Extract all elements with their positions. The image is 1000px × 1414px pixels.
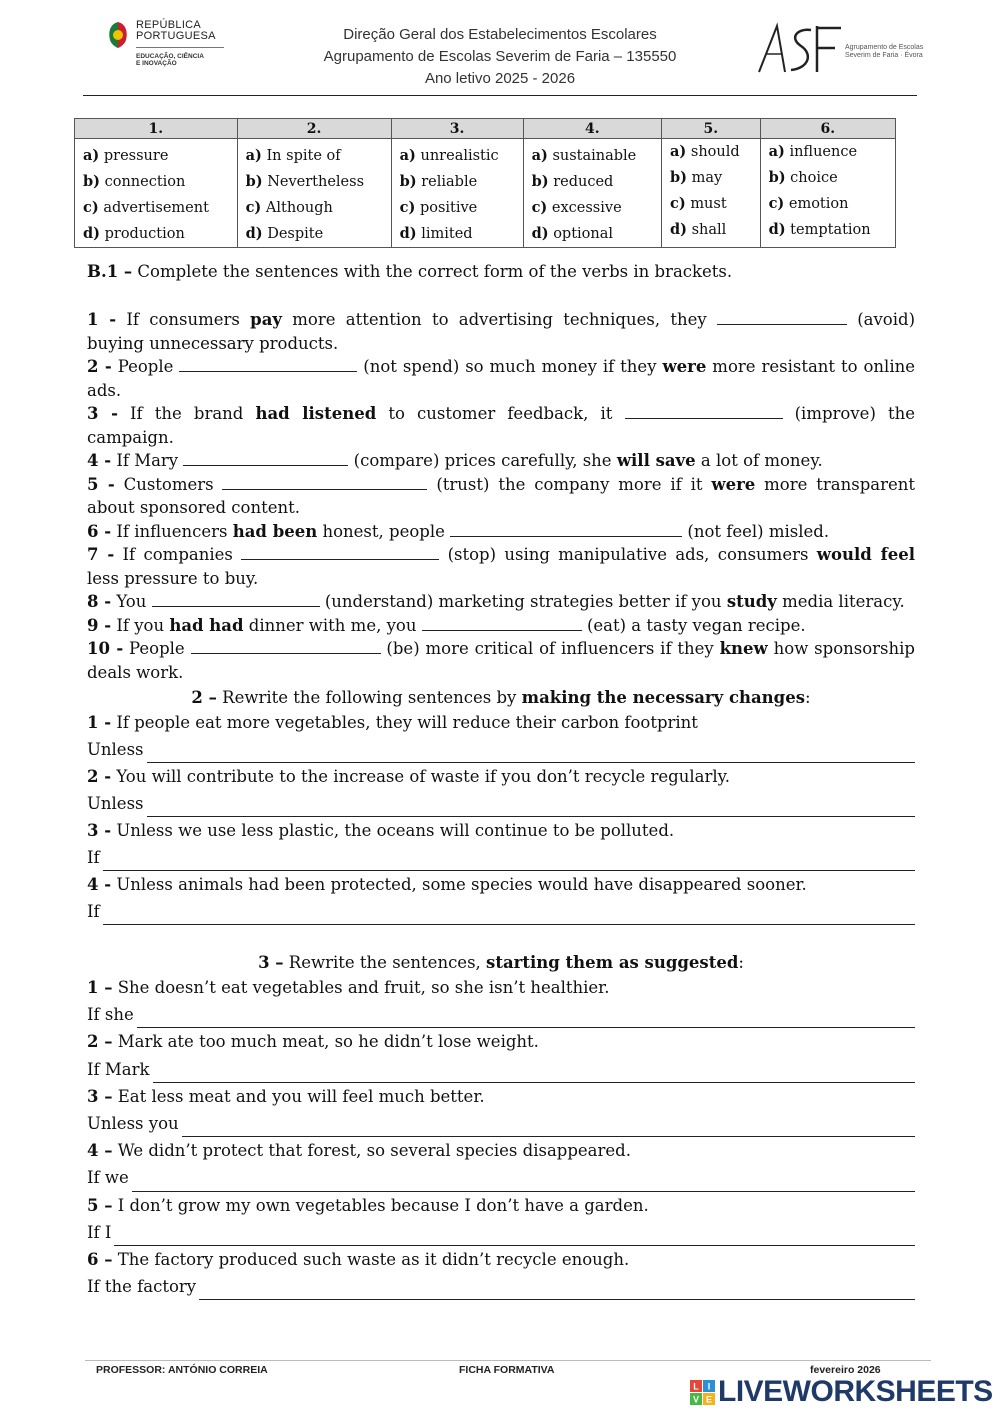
s3-answer-line[interactable]: Unless you (87, 1110, 915, 1137)
b1-item: 2 - People (not spend) so much money if they were more resistant to online ads. (87, 357, 916, 400)
option-item: a) sustainable (531, 147, 637, 164)
s3-answer-line[interactable]: If I (87, 1219, 915, 1246)
answer-blank[interactable] (179, 357, 357, 372)
option-item: b) reduced (531, 173, 614, 190)
s2-answer-line[interactable]: Unless (87, 736, 915, 763)
rp-subtitle: EDUCAÇÃO, CIÊNCIA E INOVAÇÃO (136, 53, 204, 67)
s2-items (87, 709, 915, 925)
svg-text:L: L (693, 1381, 699, 1392)
header-line-1: Direção Geral dos Estabelecimentos Escolares (343, 26, 657, 43)
svg-text:ASF: ASF (755, 22, 758, 23)
footer-doc-type: FICHA FORMATIVA (459, 1364, 555, 1376)
b1-items (87, 308, 915, 684)
option-item: c) positive (399, 199, 478, 216)
s3-items (87, 974, 915, 1300)
portugal-emblem-icon (106, 20, 130, 50)
option-item: d) Despite (245, 225, 324, 242)
options-column (391, 139, 523, 248)
b1-item: 1 - If consumers pay more attention to advertising techniques, they (avoid) buying unnecessary products. (87, 310, 916, 353)
options-column-header: 3. (391, 119, 523, 139)
b1-item: 10 - People (be) more critical of influencers if they knew how sponsorship deals work. (87, 639, 915, 682)
option-item: c) advertisement (83, 199, 209, 216)
s2-item: 1 - If people eat more vegetables, they will reduce their carbon footprint (87, 713, 698, 732)
option-item: c) must (670, 195, 727, 212)
svg-text:V: V (692, 1394, 700, 1405)
s2-item: 3 - Unless we use less plastic, the oceans will continue to be polluted. (87, 821, 675, 840)
s2-answer-line[interactable]: If (87, 844, 915, 871)
option-item: b) Nevertheless (245, 173, 365, 190)
options-column (75, 139, 238, 248)
options-column (523, 139, 661, 248)
options-column (760, 139, 895, 248)
republica-portuguesa-logo (106, 20, 226, 76)
options-column-header: 6. (760, 119, 895, 139)
b1-item: 4 - If Mary (compare) prices carefully, she will save a lot of money. (87, 451, 823, 470)
options-column (662, 139, 761, 248)
answer-blank[interactable] (241, 545, 439, 560)
answer-blank[interactable] (222, 475, 427, 490)
options-table (74, 118, 896, 248)
option-item: a) pressure (83, 147, 169, 164)
b1-item: 7 - If companies (stop) using manipulative ads, consumers would feel less pressure to buy. (87, 545, 915, 588)
s3-item: 3 – Eat less meat and you will feel much better. (87, 1086, 485, 1106)
s3-answer-line[interactable]: If we (87, 1164, 915, 1191)
option-item: a) unrealistic (399, 147, 499, 164)
answer-blank[interactable] (152, 592, 320, 607)
option-item: b) connection (83, 173, 186, 190)
s2-item: 2 - You will contribute to the increase of waste if you don’t recycle regularly. (87, 767, 730, 786)
s2-item: 4 - Unless animals had been protected, some species would have disappeared sooner. (87, 875, 807, 894)
answer-blank[interactable] (183, 451, 348, 466)
option-item: d) production (83, 225, 185, 242)
s2-answer-line[interactable]: Unless (87, 790, 915, 817)
b1-item: 6 - If influencers had been honest, people (not feel) misled. (87, 521, 830, 541)
asf-logo (755, 22, 925, 78)
option-item: c) Although (245, 199, 333, 216)
answer-blank[interactable] (717, 310, 847, 325)
s3-answer-line[interactable]: If Mark (87, 1056, 915, 1083)
s3-instruction: 3 – Rewrite the sentences, starting them as suggested: (258, 953, 744, 972)
liveworksheets-logo[interactable] (690, 1375, 993, 1409)
options-column-header: 5. (662, 119, 761, 139)
b1-instruction: B.1 – Complete the sentences with the correct form of the verbs in brackets. (87, 262, 733, 281)
svg-text:E: E (705, 1394, 713, 1405)
option-item: d) shall (670, 221, 727, 238)
answer-blank[interactable] (191, 639, 381, 654)
option-item: b) may (670, 169, 723, 186)
header-line-3: Ano letivo 2025 - 2026 (424, 70, 576, 87)
option-item: b) reliable (399, 173, 478, 190)
option-item: d) limited (399, 225, 473, 242)
option-item: c) emotion (768, 195, 849, 212)
s3-item: 2 – Mark ate too much meat, so he didn’t lose weight. (87, 1032, 539, 1052)
svg-text:I: I (707, 1381, 711, 1392)
option-item: d) optional (531, 225, 614, 242)
b1-item: 3 - If the brand had listened to customer feedback, it (improve) the campaign. (87, 404, 916, 447)
answer-blank[interactable] (450, 522, 682, 537)
s2-answer-line[interactable]: If (87, 898, 915, 925)
asf-mark-icon (755, 22, 845, 78)
option-item: c) excessive (531, 199, 622, 216)
s3-answer-line[interactable]: If she (87, 1001, 915, 1028)
option-item: a) should (670, 143, 740, 160)
b1-item: 8 - You (understand) marketing strategies better if you study media literacy. (87, 592, 905, 611)
liveworksheets-wordmark: LIVEWORKSHEETS (718, 1375, 993, 1408)
s2-instruction: 2 – Rewrite the following sentences by making the necessary changes: (191, 688, 811, 707)
option-item: b) choice (768, 169, 838, 186)
s3-answer-line[interactable]: If the factory (87, 1273, 915, 1300)
s3-item: 4 – We didn’t protect that forest, so several species disappeared. (87, 1141, 631, 1161)
options-column-header: 1. (75, 119, 238, 139)
answer-blank[interactable] (625, 404, 783, 419)
footer-divider (85, 1360, 931, 1361)
options-column-header: 2. (237, 119, 391, 139)
b1-item: 9 - If you had had dinner with me, you (eat) a tasty vegan recipe. (87, 615, 806, 635)
answer-blank[interactable] (422, 616, 582, 631)
school-header (280, 24, 720, 90)
s3-item: 6 – The factory produced such waste as it didn’t recycle enough. (87, 1250, 630, 1270)
rp-title: REPÚBLICA PORTUGUESA (136, 19, 216, 42)
liveworksheets-live-badge-icon (690, 1380, 716, 1406)
asf-subtitle: Agrupamento de Escolas Severim de Faria · Évora (845, 44, 924, 59)
header-line-2: Agrupamento de Escolas Severim de Faria – 135550 (323, 48, 677, 65)
footer-date: fevereiro 2026 (810, 1364, 881, 1376)
options-column-header: 4. (523, 119, 661, 139)
option-item: a) In spite of (245, 147, 341, 164)
footer-teacher: PROFESSOR: ANTÓNIO CORREIA (96, 1364, 268, 1376)
options-column (237, 139, 391, 248)
option-item: d) temptation (768, 221, 871, 238)
b1-item: 5 - Customers (trust) the company more if it were more transparent about sponsored content. (87, 474, 916, 517)
s3-item: 1 – She doesn’t eat vegetables and fruit, so she isn’t healthier. (87, 978, 610, 997)
s3-item: 5 – I don’t grow my own vegetables because I don’t have a garden. (87, 1195, 649, 1215)
option-item: a) influence (768, 143, 858, 160)
header-divider (83, 95, 917, 96)
